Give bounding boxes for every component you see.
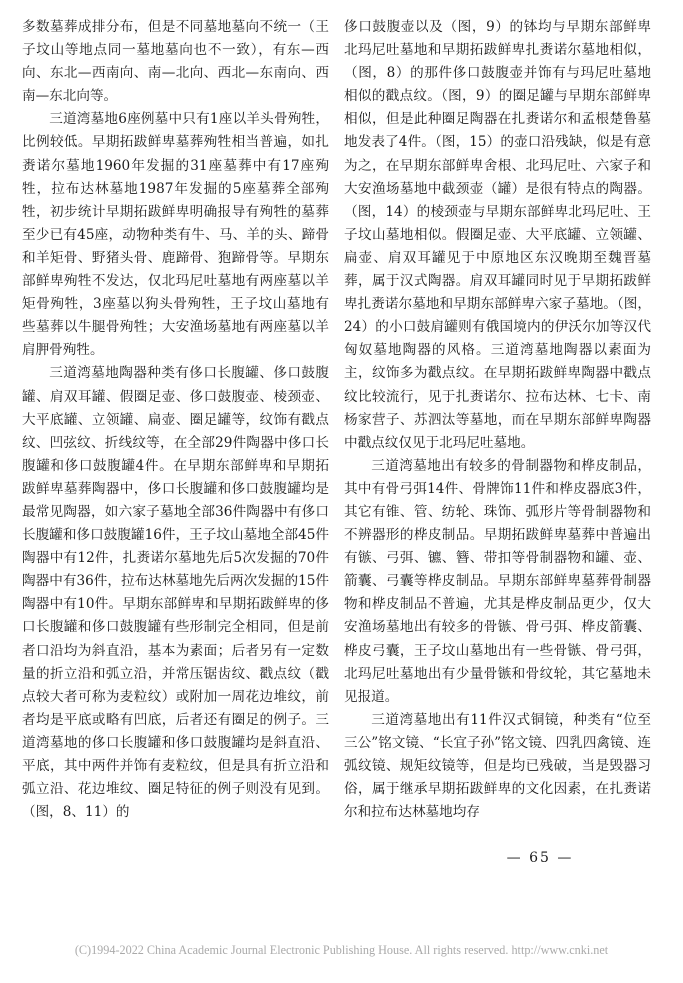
paragraph: 侈口鼓腹壶以及（图，9）的钵均与早期东部鲜卑北玛尼吐墓地和早期拓跋鲜卑扎赉诺尔墓地相似，（图，8）的那件侈口鼓腹壶并饰有与玛尼吐墓地相似的戳点纹。（图，9）的圈足罐与早期东部鲜卑相似，但是此种圈足陶器在扎赉诺尔和孟根楚鲁墓地发表了4件。（图，15）的壶口沿残缺，似是有意为之，在早期东部鲜卑舍根、北玛尼吐、六家子和大安渔场墓地中截颈壶（罐）是很有特点的陶器。（图，14）的棱颈壶与早期东部鲜卑北玛尼吐、王子坟山墓地相似。假圈足壶、大平底罐、立领罐、扁壶、肩双耳罐见于中原地区东汉晚期至魏晋墓葬，属于汉式陶器。肩双耳罐同时见于早期拓跋鲜卑扎赉诺尔墓地和早期东部鲜卑六家子墓地。（图，24）的小口鼓肩罐则有俄国境内的伊沃尔加等汉代匈奴墓地陶器的风格。三道湾墓地陶器以素面为主，纹饰多为戳点纹。在早期拓跋鲜卑陶器中戳点纹比较流行，见于扎赉诺尔、拉布达林、七卡、南杨家营子、苏泗汰等墓地，而在早期东部鲜卑陶器中戳点纹仅见于北玛尼吐墓地。 [344,19,651,451]
paragraph: 三道湾墓地出有11件汉式铜镜，种类有“位至三公”铭文镜、“长宜子孙”铭文镜、四乳四禽镜、连弧纹镜、规矩纹镜等，但是均已残破，当是毁器习俗，属于继承早期拓跋鲜卑的文化因素，在扎赉诺尔和拉布达林墓地均存 [344,711,651,821]
paragraph: 三道湾墓地出有较多的骨制器物和桦皮制品，其中有骨弓弭14件、骨牌饰11件和桦皮器底3件，其它有锥、管、纺轮、珠饰、弧形片等骨制器物和不辨器形的桦皮制品。早期拓跋鲜卑墓葬中普遍出有镞、弓弭、镳、簪、带扣等骨制器物和罐、壶、箭囊、弓囊等桦皮制品。早期东部鲜卑墓葬骨制器物和桦皮制品不普遍，尤其是桦皮制品更少，仅大安渔场墓地出有较多的骨镞、骨弓弭、桦皮箭囊、桦皮弓囊，王子坟山墓地出有一些骨镞、骨弓弭，北玛尼吐墓地出有少量骨镞和骨纹轮，其它墓地未见报道。 [344,457,651,705]
paragraph: 三道湾墓地6座例墓中只有1座以羊头骨殉牲，比例较低。早期拓跋鲜卑墓葬殉牲相当普遍，如扎赉诺尔墓地1960年发掘的31座墓葬中有17座殉牲，拉布达林墓地1987年发掘的5座墓葬全部殉牲，初步统计早期拓跋鲜卑明确报导有殉牲的墓葬至少已有45座，动物种类有牛、马、羊的头、蹄骨和羊矩骨、野猪头骨、鹿蹄骨、狍蹄骨等。早期东部鲜卑殉牲不发达，仅北玛尼吐墓地有两座墓以羊矩骨殉牲，3座墓以狗头骨殉牲，王子坟山墓地有些墓葬以牛腿骨殉牲；大安渔场墓地有两座墓以羊肩胛骨殉牲。 [22,111,329,359]
left-column [22,16,329,824]
copyright-footer: (C)1994-2022 China Academic Journal Electronic Publishing House. All rights reserved. http://www.cnki.net [74,943,609,957]
right-column [344,16,651,824]
paragraph: 三道湾墓地陶器种类有侈口长腹罐、侈口鼓腹罐、肩双耳罐、假圈足壶、侈口鼓腹壶、棱颈壶、大平底罐、立领罐、扁壶、圈足罐等，纹饰有戳点纹、凹弦纹、折线纹等，在全部29件陶器中侈口长腹罐和侈口鼓腹罐4件。在早期东部鲜卑和早期拓跋鲜卑墓葬陶器中，侈口长腹罐和侈口鼓腹罐均是最常见陶器，如六家子墓地全部36件陶器中有侈口长腹罐和侈口鼓腹罐16件，王子坟山墓地全部45件陶器中有12件，扎赉诺尔墓地先后5次发掘的70件陶器中有36件，拉布达林墓地先后两次发掘的15件陶器中有10件。早期东部鲜卑和早期拓跋鲜卑的侈口长腹罐和侈口鼓腹罐有些形制完全相同，但是前者口沿均为斜直沿，基本为素面；后者另有一定数量的折立沿和弧立沿，并常压锯齿纹、戳点纹（戳点较大者可称为麦粒纹）或附加一周花边堆纹，前者均是平底或略有凹底，后者还有圈足的例子。三道湾墓地的侈口长腹罐和侈口鼓腹罐均是斜直沿、平底，其中两件并饰有麦粒纹，但是具有折立沿和弧立沿、花边堆纹、圈足特征的例子则没有见到。（图，8、11）的 [22,365,329,821]
page-number: — 65 — [506,850,574,866]
paragraph: 多数墓葬成排分布，但是不同墓地墓向不统一（王子坟山等地点同一墓地墓向也不一致），有东—西向、东北—西南向、南—北向、西北—东南向、西南—东北向等。 [22,19,329,105]
